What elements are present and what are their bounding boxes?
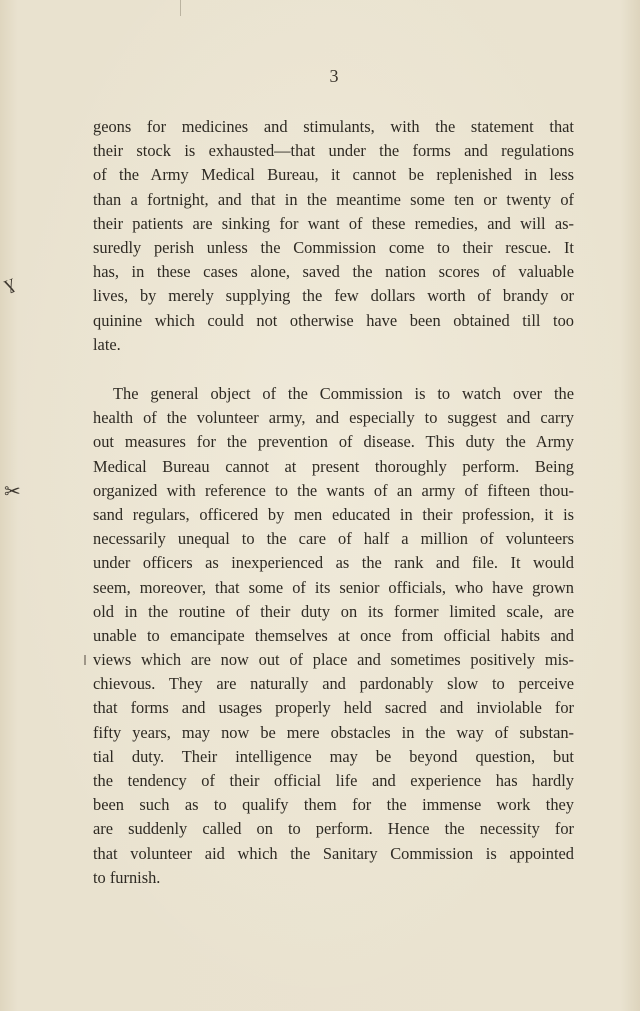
paragraph-2: [93, 382, 574, 890]
text-line: the tendency of their official life and experience has hardly: [93, 771, 574, 790]
text-line: necessarily unequal to the care of half a million of volunteers: [93, 529, 574, 549]
scissors-icon: ✂: [4, 481, 21, 503]
text-line: old in the routine of their duty on its former limited scale, are: [93, 601, 574, 621]
text-line: fifty years, may now be mere obstacles in the way of substan-: [93, 722, 574, 742]
text-line: of the Army Medical Bureau, it cannot be replenished in less: [93, 165, 574, 185]
text-line: late.: [93, 334, 121, 354]
margin-tick: [84, 655, 86, 665]
text-line: to furnish.: [93, 867, 161, 887]
text-line: that forms and usages properly held sacred and inviolable for: [93, 698, 574, 718]
text-line: suredly perish unless the Commission come to their rescue. It: [93, 237, 574, 257]
text-line: lives, by merely supplying the few dollars worth of brandy or: [93, 286, 574, 306]
text-line: are suddenly called on to perform. Hence the necessity for: [93, 819, 574, 839]
text-line: views which are now out of place and sometimes positively mis-: [93, 650, 574, 670]
text-line: than a fortnight, and that in the meantime some ten or twenty of: [93, 189, 574, 209]
text-line: The general object of the Commission is to watch over the: [113, 384, 574, 403]
text-line: sand regulars, officered by men educated in their profession, it is: [93, 504, 574, 524]
text-line: chievous. They are naturally and pardonably slow to perceive: [93, 674, 574, 694]
text-line: Medical Bureau cannot at present thoroughly perform. Being: [93, 456, 574, 476]
text-line: their stock is exhausted—that under the forms and regulations: [93, 141, 574, 161]
text-line: unable to emancipate themselves at once from official habits and: [93, 625, 574, 645]
text-line: tial duty. Their intelligence may be beyond question, but: [93, 746, 574, 766]
page-scratch: [180, 0, 181, 16]
text-line: has, in these cases alone, saved the nation scores of valuable: [93, 262, 574, 282]
text-line: their patients are sinking for want of these remedies, and will as-: [93, 213, 574, 233]
text-line: organized with reference to the wants of an army of fifteen thou-: [93, 480, 574, 500]
text-line: quinine which could not otherwise have been obtained till too: [93, 310, 574, 330]
text-line: seem, moreover, that some of its senior officials, who have grown: [93, 577, 574, 597]
page-number: 3: [329, 66, 339, 86]
text-line: out measures for the prevention of disease. This duty the Army: [93, 432, 574, 452]
text-line: health of the volunteer army, and especially to suggest and carry: [93, 408, 574, 428]
text-line: that volunteer aid which the Sanitary Commission is appointed: [93, 843, 574, 863]
paragraph-1: [93, 115, 574, 357]
text-line: under officers as inexperienced as the rank and file. It would: [93, 553, 574, 573]
text-line: geons for medicines and stimulants, with the statement that: [93, 117, 574, 136]
handwritten-margin-mark: ɣ: [0, 270, 18, 296]
text-line: been such as to qualify them for the immense work they: [93, 795, 574, 815]
